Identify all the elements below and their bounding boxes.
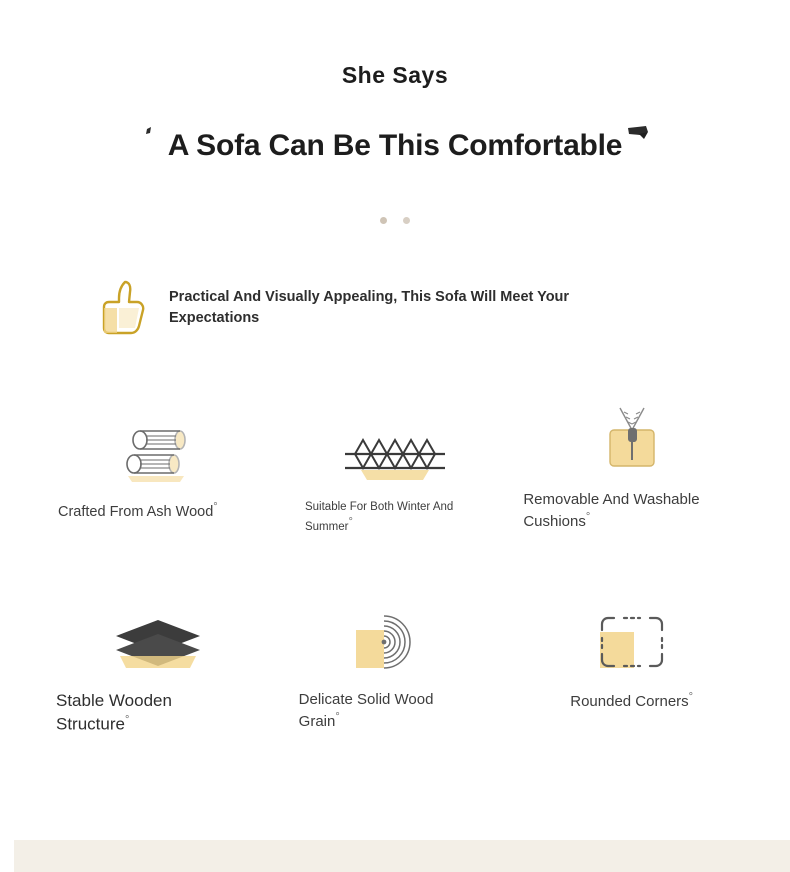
wood-logs-icon [118,406,198,486]
page-eyebrow: She Says [341,62,449,88]
feature-item [513,596,750,786]
feature-label: Delicate Solid Wood Grain° [298,690,434,730]
feature-item [277,596,514,786]
feature-marker: ° [348,516,353,529]
stacked-boards-icon [110,596,206,676]
highlight-banner-text: Practical And Visually Appealing, This Sofa Will Meet Your Expectations [169,288,570,326]
zipper-cushion-icon [600,396,664,476]
feature-marker: ° [585,510,591,523]
zigzag-spring-icon [339,406,451,486]
carousel-dot-2[interactable] [403,217,410,224]
feature-item [40,406,277,596]
feature-label: Suitable For Both Winter And Summer° [304,500,454,533]
rounded-corner-icon [594,596,670,676]
page-title-text: A Sofa Can Be This Comfortable [167,128,623,162]
feature-label: Removable And Washable Cushions° [523,490,700,530]
wood-grain-icon [350,596,440,676]
feature-marker: ° [335,710,340,723]
thumbs-up-icon [95,278,151,338]
feature-label: Stable Wooden Structure° [56,690,172,734]
header-section [0,0,790,222]
footer-strip [0,840,790,872]
feature-marker: ° [213,500,218,513]
quote-close-icon [626,126,648,148]
highlight-banner [0,272,790,344]
feature-item [277,406,514,596]
page-title [168,120,623,172]
feature-marker: ° [124,713,130,726]
feature-item [40,596,277,786]
carousel-dot-1[interactable] [380,217,387,224]
feature-item [513,396,750,586]
headline-wrapper [0,120,790,172]
carousel-dots[interactable] [0,212,790,222]
quote-open-icon [144,126,166,148]
footer-strip-gap [0,840,14,872]
features-grid [0,406,790,786]
feature-marker: ° [688,690,694,703]
feature-label: Crafted From Ash Wood° [58,500,218,520]
feature-label: Rounded Corners° [570,690,694,710]
